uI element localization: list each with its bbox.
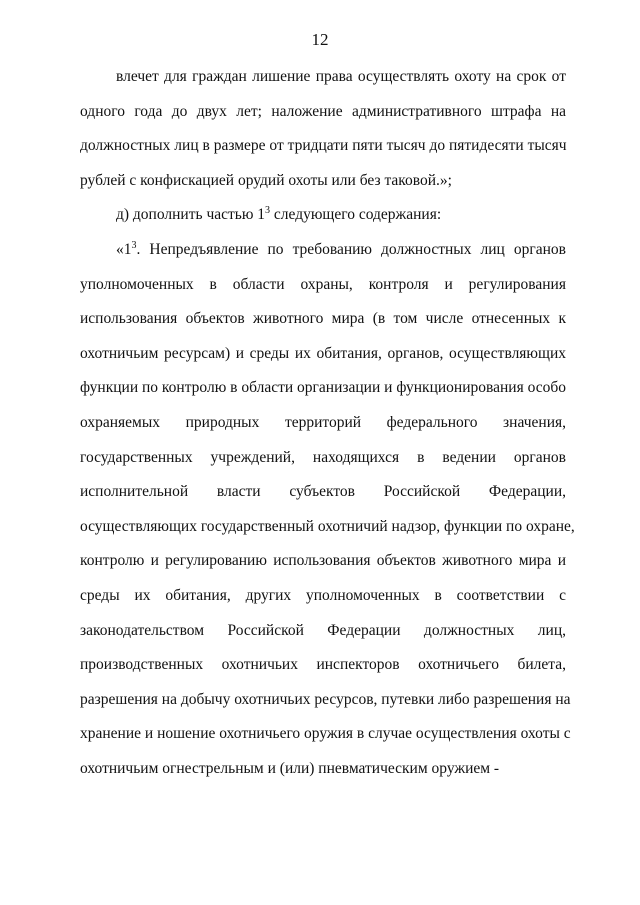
text-line-19: разрешения на добычу охотничьих ресурсов, путевки либо разрешения на [80, 690, 571, 708]
document-body [80, 60, 575, 786]
text-line-17: законодательством Российской Федерации должностных лиц, [80, 621, 566, 639]
text-line-7: уполномоченных в области охраны, контроля и регулирования [80, 275, 566, 293]
new-part-heading-line [80, 233, 566, 268]
new-part-superscript: 3 [131, 239, 137, 251]
amendment-superscript: 3 [265, 205, 271, 217]
amendment-item-d [80, 198, 566, 233]
text-line-1: влечет для граждан лишение права осуществлять охоту на срок от [116, 68, 566, 85]
new-part-text-start: «1 [116, 240, 132, 258]
text-line-18: производственных охотничьих инспекторов охотничьего билета, [80, 656, 566, 674]
amendment-text-start: д) дополнить частью 1 [116, 206, 266, 224]
text-line-11: охраняемых природных территорий федерального значения, [80, 413, 566, 431]
text-line-21: охотничьим огнестрельным и (или) пневматическим оружием - [80, 759, 500, 777]
new-part-text-end: . Непредъявление по требованию должностных лиц органов [136, 240, 566, 258]
text-line-8: использования объектов животного мира (в том числе отнесенных к [80, 310, 566, 328]
text-line-14: осуществляющих государственный охотничий надзор, функции по охране, [80, 517, 575, 535]
text-line-3: должностных лиц в размере от тридцати пяти тысяч до пятидесяти тысяч [80, 137, 567, 155]
text-line-13: исполнительной власти субъектов Российской Федерации, [80, 483, 566, 501]
text-line-15: контролю и регулированию использования объектов животного мира и [80, 552, 566, 570]
amendment-text-end: следующего содержания: [270, 206, 442, 224]
text-line-4: рублей с конфискацией орудий охоты или без таковой.»; [80, 171, 452, 189]
text-line-12: государственных учреждений, находящихся в ведении органов [80, 448, 566, 466]
text-line-10: функции по контролю в области организации и функционирования особо [80, 379, 566, 397]
text-line-20: хранение и ношение охотничьего оружия в случае осуществления охоты с [80, 725, 571, 743]
page-number: 12 [311, 30, 329, 49]
text-line-2: одного года до двух лет; наложение административного штрафа на [80, 102, 566, 120]
text-line-16: среды их обитания, других уполномоченных в соответствии с [80, 586, 566, 604]
text-line-9: охотничьим ресурсам) и среды их обитания, органов, осуществляющих [80, 344, 566, 362]
